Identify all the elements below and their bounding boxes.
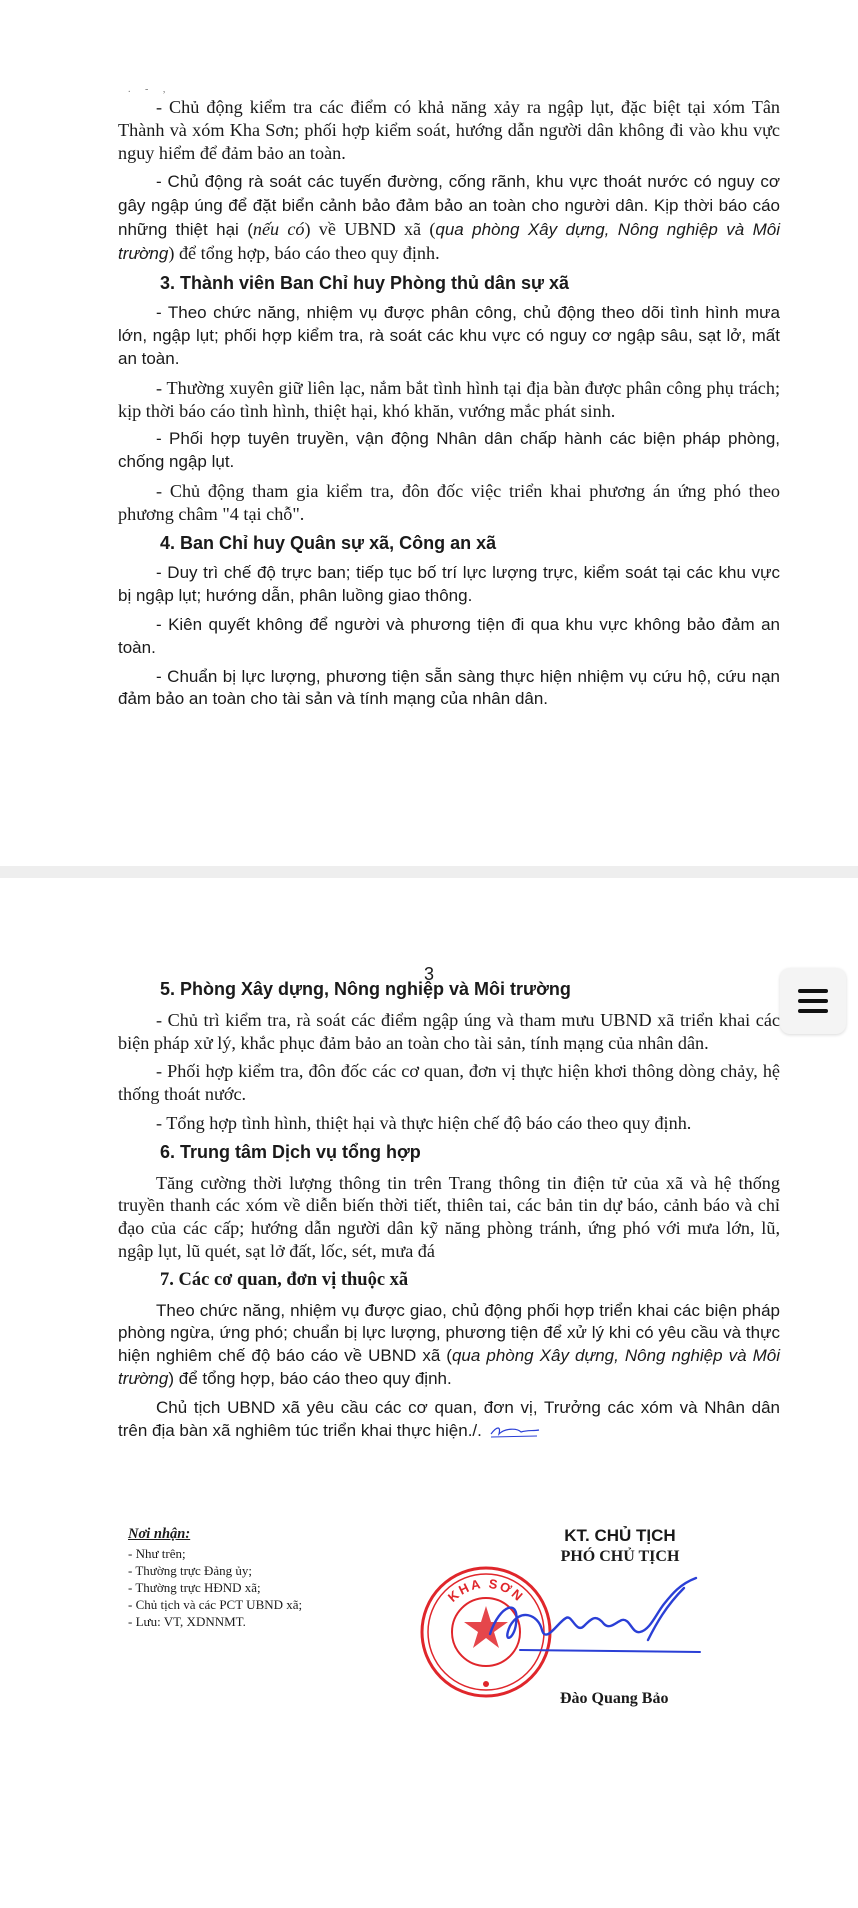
section4-paragraph-3: - Chuẩn bị lực lượng, phương tiện sẵn sàng thực hiện nhiệm vụ cứu hộ, cứu nạn đảm bảo an toàn cho tài sản và tính mạng của nhân dân. xyxy=(118,666,780,709)
recipients-title: Nơi nhận: xyxy=(128,1526,191,1542)
section5-paragraph-2: - Phối hợp kiểm tra, đôn đốc các cơ quan, đơn vị thực hiện khơi thông dòng chảy, hệ thống thoát nước. xyxy=(118,1061,780,1105)
recipient-item: - Như trên; xyxy=(128,1546,186,1561)
closing-paragraph: Chủ tịch UBND xã yêu cầu các cơ quan, đơn vị, Trưởng các xóm và Nhân dân trên địa bàn xã nghiêm túc triển khai thực hiện./. xyxy=(118,1397,780,1440)
section6-heading: 6. Trung tâm Dịch vụ tổng hợp xyxy=(160,1141,421,1162)
recipient-item: - Chủ tịch và các PCT UBND xã; xyxy=(128,1597,303,1612)
initials-mark xyxy=(487,1422,541,1440)
page-number: 3 xyxy=(423,964,434,984)
recipient-item: - Lưu: VT, XDNNMT. xyxy=(128,1614,246,1629)
page-2-content xyxy=(118,96,780,717)
section3-paragraph-1: - Theo chức năng, nhiệm vụ được phân công, chủ động theo dõi tình hình mưa lớn, ngập lụt; phối hợp kiểm tra, rà soát các khu vực có nguy cơ ngập sâu, sạt lở, mất an toàn. xyxy=(118,303,780,368)
document-page-2 xyxy=(0,0,858,866)
page-3-content xyxy=(118,974,780,1448)
section3-paragraph-4: - Chủ động tham gia kiểm tra, đôn đốc việc triển khai phương án ứng phó theo phương châm "4 tại chỗ". xyxy=(118,480,780,524)
section7-heading: 7. Các cơ quan, đơn vị thuộc xã xyxy=(160,1269,409,1290)
recipients-list xyxy=(128,1526,388,1630)
section3-paragraph-3: - Phối hợp tuyên truyền, vận động Nhân dân chấp hành các biện pháp phòng, chống ngập lụt. xyxy=(118,429,780,472)
menu-button[interactable] xyxy=(780,968,846,1034)
stamp-text: KHA SƠN xyxy=(444,1575,528,1605)
hamburger-menu-icon xyxy=(796,987,830,1015)
section2-paragraph-2: - Chủ động rà soát các tuyến đường, cống rãnh, khu vực thoát nước có nguy cơ gây ngập úng để đặt biển cảnh bảo đảm bảo an toàn cho người dân. Kịp thời báo cáo những thiệt hại (nếu có) về UBND xã (qua phòng Xây dựng, Nông nghiệp và Môi trường) để tổng hợp, báo cáo theo quy định. xyxy=(118,172,780,263)
section7-paragraph: Theo chức năng, nhiệm vụ được giao, chủ động phối hợp triển khai các biện pháp phòng ngừa, ứng phó; chuẩn bị lực lượng, phương tiện để xử lý khi có yêu cầu và thực hiện nghiêm chế độ báo cáo về UBND xã (qua phòng Xây dựng, Nông nghiệp và Môi trường) để tổng hợp, báo cáo theo quy định. xyxy=(118,1300,780,1388)
signer-line-2: PHÓ CHỦ TỊCH xyxy=(560,1548,680,1565)
signer-title xyxy=(500,1526,740,1566)
signer-name: Đào Quang Bảo xyxy=(560,1690,669,1707)
recipient-item: - Thường trực Đảng ủy; xyxy=(128,1563,252,1578)
page-top-marker: . - , xyxy=(128,84,172,95)
section4-heading: 4. Ban Chỉ huy Quân sự xã, Công an xã xyxy=(160,532,497,553)
section2-paragraph-1: - Chủ động kiểm tra các điểm có khả năng xảy ra ngập lụt, đặc biệt tại xóm Tân Thành và xóm Kha Sơn; phối hợp kiểm soát, hướng dẫn người dân không đi vào khu vực nguy hiểm để đảm bảo an toàn. xyxy=(118,97,780,163)
section3-heading: 3. Thành viên Ban Chỉ huy Phòng thủ dân sự xã xyxy=(160,272,570,293)
section5-paragraph-3: - Tổng hợp tình hình, thiệt hại và thực hiện chế độ báo cáo theo quy định. xyxy=(156,1112,692,1133)
section6-paragraph: Tăng cường thời lượng thông tin trên Trang thông tin điện tử của xã và hệ thống truyền thanh các xóm về diễn biến thời tiết, thiên tai, các bản tin dự báo, cảnh báo và chỉ đạo của các cấp; hướng dẫn người dân kỹ năng phòng tránh, ứng phó với mưa lớn, lũ, ngập lụt, lũ quét, sạt lở đất, lốc, sét, mưa đá xyxy=(118,1172,780,1261)
recipient-item: - Thường trực HĐND xã; xyxy=(128,1580,261,1595)
page-separator xyxy=(0,866,858,878)
section4-paragraph-1: - Duy trì chế độ trực ban; tiếp tục bố trí lực lượng trực, kiểm soát tại các khu vực bị ngập lụt; hướng dẫn, phân luồng giao thông. xyxy=(118,563,780,606)
handwritten-signature xyxy=(480,1574,710,1664)
section5-paragraph-1: - Chủ trì kiểm tra, rà soát các điểm ngập úng và tham mưu UBND xã triển khai các biện pháp xử lý, khắc phục đảm bảo an toàn cho tài sản, tính mạng của nhân dân. xyxy=(118,1009,780,1053)
document-page-3 xyxy=(0,878,858,1908)
section3-paragraph-2: - Thường xuyên giữ liên lạc, nắm bắt tình hình tại địa bàn được phân công phụ trách; kịp thời báo cáo tình hình, thiệt hại, khó khăn, vướng mắc phát sinh. xyxy=(118,377,780,421)
section5-heading: 5. Phòng Xây dựng, Nông nghiệp và Môi trường xyxy=(160,979,571,999)
signature-block xyxy=(0,1518,858,1738)
signer-line-1: KT. CHỦ TỊCH xyxy=(564,1526,676,1545)
section4-paragraph-2: - Kiên quyết không để người và phương tiện đi qua khu vực không bảo đảm an toàn. xyxy=(118,614,780,657)
